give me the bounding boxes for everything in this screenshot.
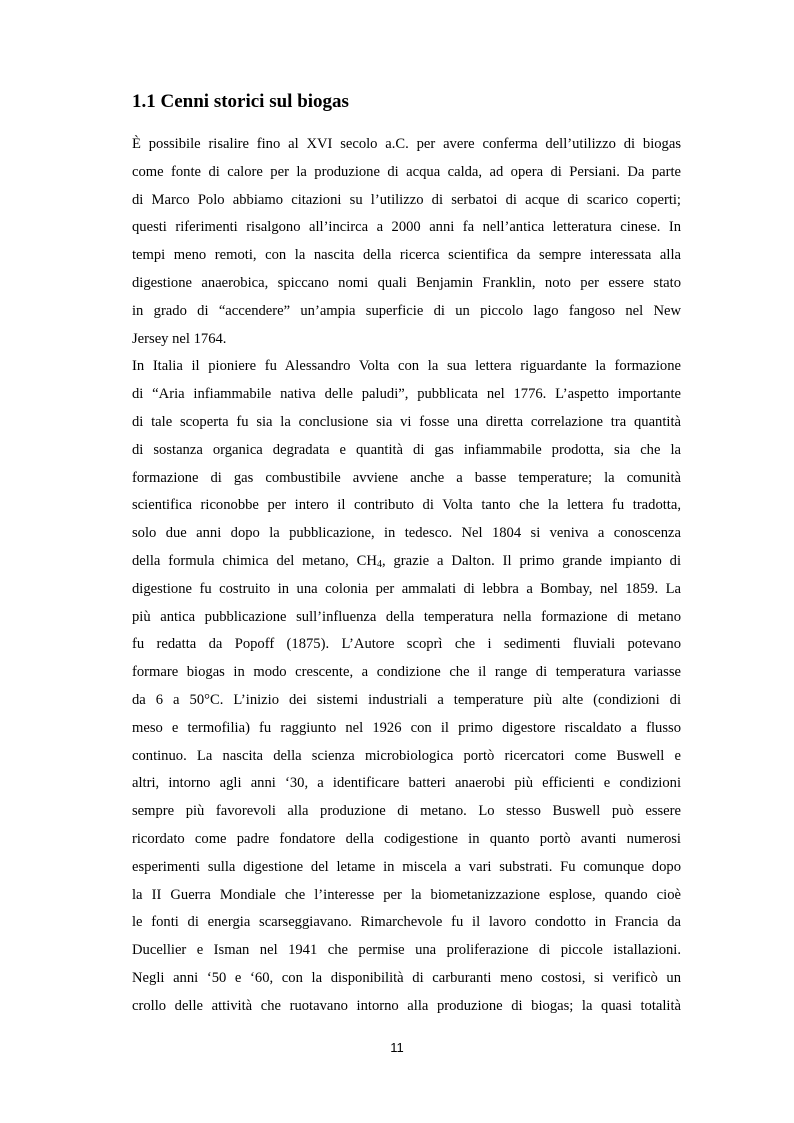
text-line: digestione fu costruito in una colonia per ammalati di lebbra a Bombay, nel 1859. La xyxy=(132,580,681,597)
text-line: meso e termofilia) fu raggiunto nel 1926 con il primo digestore riscaldato a flusso xyxy=(132,719,681,736)
text-line-formula xyxy=(132,548,681,576)
text-line: questi riferimenti risalgono all’incirca a 2000 anni fa nell’antica letteratura cinese. In xyxy=(132,219,681,236)
text-line: continuo. La nascita della scienza microbiologica portò ricercatori come Buswell e xyxy=(132,747,681,764)
text-line: di tale scoperta fu sia la conclusione sia vi fosse una diretta correlazione tra quantità xyxy=(132,413,681,430)
text-line: formare biogas in modo crescente, a condizione che il range di temperatura variasse xyxy=(132,664,681,681)
body-text xyxy=(132,131,681,1021)
text-line: digestione anaerobica, spiccano nomi quali Benjamin Franklin, noto per essere stato xyxy=(132,274,681,291)
text-line: In Italia il pioniere fu Alessandro Volta con la sua lettera riguardante la formazione xyxy=(132,358,681,375)
paragraph-1 xyxy=(132,131,681,353)
text-line: È possibile risalire fino al XVI secolo a.C. per avere conferma dell’utilizzo di biogas xyxy=(132,136,681,152)
text-line: fu redatta da Popoff (1875). L’Autore scoprì che i sedimenti fluviali potevano xyxy=(132,636,681,653)
text-line: di sostanza organica degradata e quantità di gas infiammabile prodotta, sia che la xyxy=(132,441,681,458)
text-line: in grado di “accendere” un’ampia superficie di un piccolo lago fangoso nel New xyxy=(132,302,681,319)
text-line: tempi meno remoti, con la nascita della ricerca scientifica da sempre interessata alla xyxy=(132,247,681,264)
text-line: solo due anni dopo la pubblicazione, in tedesco. Nel 1804 si veniva a conoscenza xyxy=(132,525,681,542)
text-line: Ducellier e Isman nel 1941 che permise una proliferazione di piccole istallazioni. xyxy=(132,942,681,959)
text-line: da 6 a 50°C. L’inizio dei sistemi industriali a temperature più alte (condizioni di xyxy=(132,691,681,708)
text-line: crollo delle attività che ruotavano intorno alla produzione di biogas; la quasi totalità xyxy=(132,997,681,1014)
paragraph-2 xyxy=(132,353,681,1020)
paragraph-2-lines-after xyxy=(132,576,681,1021)
page-number: 11 xyxy=(390,1040,404,1055)
text-line: come fonte di calore per la produzione di acqua calda, ad opera di Persiani. Da parte xyxy=(132,163,681,180)
text-line: più antica pubblicazione sull’influenza della temperatura nella formazione di metano xyxy=(132,608,681,625)
text-line: Jersey nel 1764. xyxy=(132,330,227,347)
paragraph-2-lines-before xyxy=(132,353,681,548)
formula-text-before: della formula chimica del metano, CH xyxy=(132,552,377,569)
text-line: le fonti di energia scarseggiavano. Rimarchevole fu il lavoro condotto in Francia da xyxy=(132,914,681,931)
formula-text-after: , grazie a Dalton. Il primo grande impianto di xyxy=(381,552,681,569)
text-line: la II Guerra Mondiale che l’interesse per la biometanizzazione esplose, quando cioè xyxy=(132,886,681,903)
text-line: scientifica riconobbe per intero il contributo di Volta tanto che la lettera fu tradotta, xyxy=(132,497,681,514)
text-line: esperimenti sulla digestione del letame in miscela a vari substrati. Fu comunque dopo xyxy=(132,858,681,875)
text-line: altri, intorno agli anni ‘30, a identificare batteri anaerobi più efficienti e condizioni xyxy=(132,775,681,792)
text-line: Negli anni ‘50 e ‘60, con la disponibilità di carburanti meno costosi, si verificò un xyxy=(132,969,681,986)
formula-subscript: 4 xyxy=(376,558,382,570)
section-heading: 1.1 Cenni storici sul biogas xyxy=(132,91,349,112)
text-line: di “Aria infiammabile nativa delle paludi”, pubblicata nel 1776. L’aspetto importante xyxy=(132,386,681,403)
text-line: ricordato come padre fondatore della codigestione in quanto portò avanti numerosi xyxy=(132,830,681,847)
text-line: formazione di gas combustibile avviene anche a basse temperature; la comunità xyxy=(132,469,681,486)
text-line: di Marco Polo abbiamo citazioni su l’utilizzo di serbatoi di acque di scarico coperti; xyxy=(132,191,681,208)
text-line: sempre più favorevoli alla produzione di metano. Lo stesso Buswell può essere xyxy=(132,803,681,820)
